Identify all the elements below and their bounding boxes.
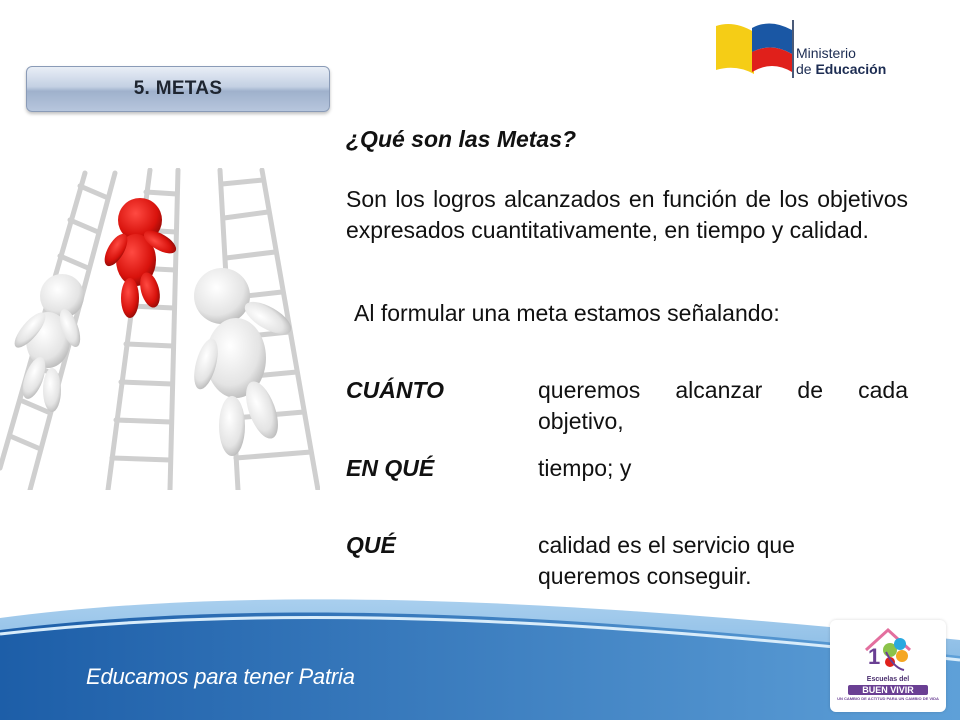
- question-heading: ¿Qué son las Metas?: [346, 126, 577, 152]
- meta-term: EN QUÉ: [346, 455, 435, 481]
- footer-wave: [0, 590, 960, 720]
- badge-line3: UN CAMBIO DE ACTITUD PARA UN CAMBIO DE VIDA: [837, 696, 939, 701]
- meta-term: CUÁNTO: [346, 377, 444, 403]
- buen-vivir-badge-text: [830, 676, 946, 701]
- footer-slogan: Educamos para tener Patria: [86, 664, 355, 689]
- badge-line2: BUEN VIVIR: [848, 685, 928, 695]
- meta-description: queremos alcanzar de cada objetivo,: [538, 377, 908, 434]
- ministerio-logo-text: Ministerio de Educación: [796, 45, 887, 77]
- buen-vivir-logo-icon: [830, 620, 946, 680]
- intro-line: Al formular una meta estamos señalando:: [354, 300, 780, 326]
- meta-description-main: calidad es el servicio que: [538, 532, 795, 558]
- meta-term: QUÉ: [346, 532, 396, 558]
- meta-description: [538, 530, 908, 592]
- meta-description: tiempo; y: [538, 455, 632, 481]
- section-label: [26, 66, 330, 112]
- svg-text:1: 1: [868, 644, 881, 669]
- badge-line1: Escuelas del: [866, 676, 910, 683]
- section-label-text: 5. METAS: [133, 78, 223, 99]
- meta-description-last: queremos conseguir.: [538, 563, 752, 589]
- definition-paragraph: Son los logros alcanzados en función de los objetivos expresados cuantitativamente, en tiempo y calidad.: [346, 186, 908, 243]
- ladder-climbers-illustration: [0, 168, 320, 490]
